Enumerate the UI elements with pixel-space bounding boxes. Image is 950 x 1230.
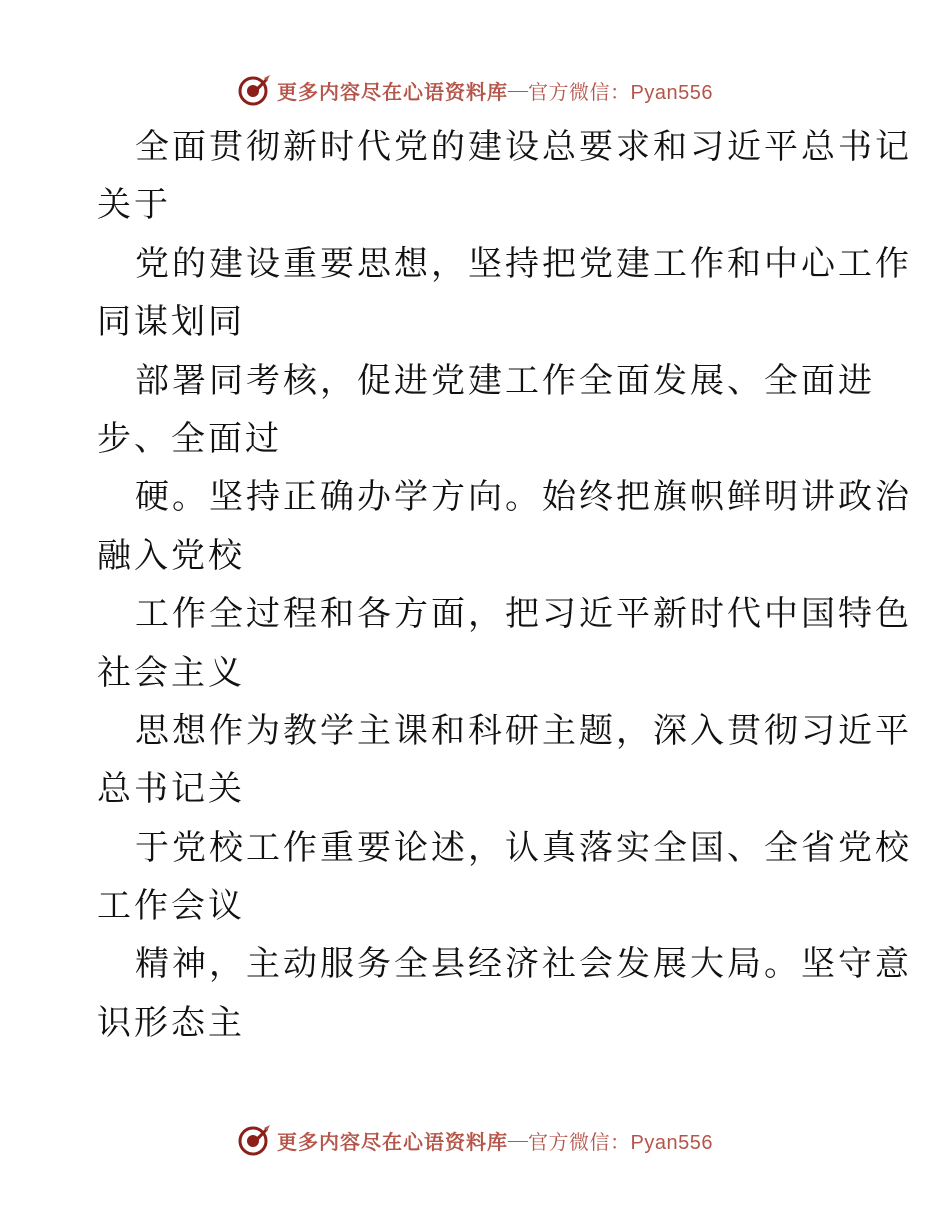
body-line: 识形态主 (97, 1002, 245, 1043)
body-line: 思想作为教学主课和科研主题，深入贯彻习近平 (135, 710, 912, 751)
header-site-text: 更多内容尽在心语资料库 (277, 81, 509, 104)
body-line: 全面贯彻新时代党的建设总要求和习近平总书记 (135, 127, 912, 167)
document-body (97, 118, 912, 1052)
footer-separator: — (508, 1128, 529, 1151)
quill-logo-icon (237, 73, 271, 107)
footer-banner (0, 1120, 950, 1160)
body-line: 硬。坚持正确办学方向。始终把旗帜鲜明讲政治 (135, 477, 912, 518)
body-line: 工作全过程和各方面，把习近平新时代中国特色 (135, 594, 912, 635)
quill-logo-icon (237, 1123, 271, 1157)
header-separator: — (508, 78, 529, 101)
body-line: 关于 (97, 185, 171, 226)
header-banner (0, 70, 950, 110)
body-line: 工作会议 (97, 886, 245, 927)
body-line: 精神，主动服务全县经济社会发展大局。坚守意 (135, 944, 912, 985)
footer-site-text: 更多内容尽在心语资料库 (277, 1131, 509, 1154)
body-line: 党的建设重要思想，坚持把党建工作和中心工作 (135, 243, 912, 284)
body-line: 于党校工作重要论述，认真落实全国、全省党校 (135, 827, 912, 868)
body-line: 部署同考核，促进党建工作全面发展、全面进 (135, 360, 875, 401)
body-line: 同谋划同 (97, 302, 245, 343)
body-line: 融入党校 (97, 535, 245, 576)
body-line: 步、全面过 (97, 418, 282, 459)
body-line: 总书记关 (97, 769, 245, 810)
header-contact-text: 官方微信：Pyan556 (528, 81, 713, 104)
body-line: 社会主义 (97, 652, 245, 693)
footer-contact-text: 官方微信：Pyan556 (528, 1131, 713, 1154)
